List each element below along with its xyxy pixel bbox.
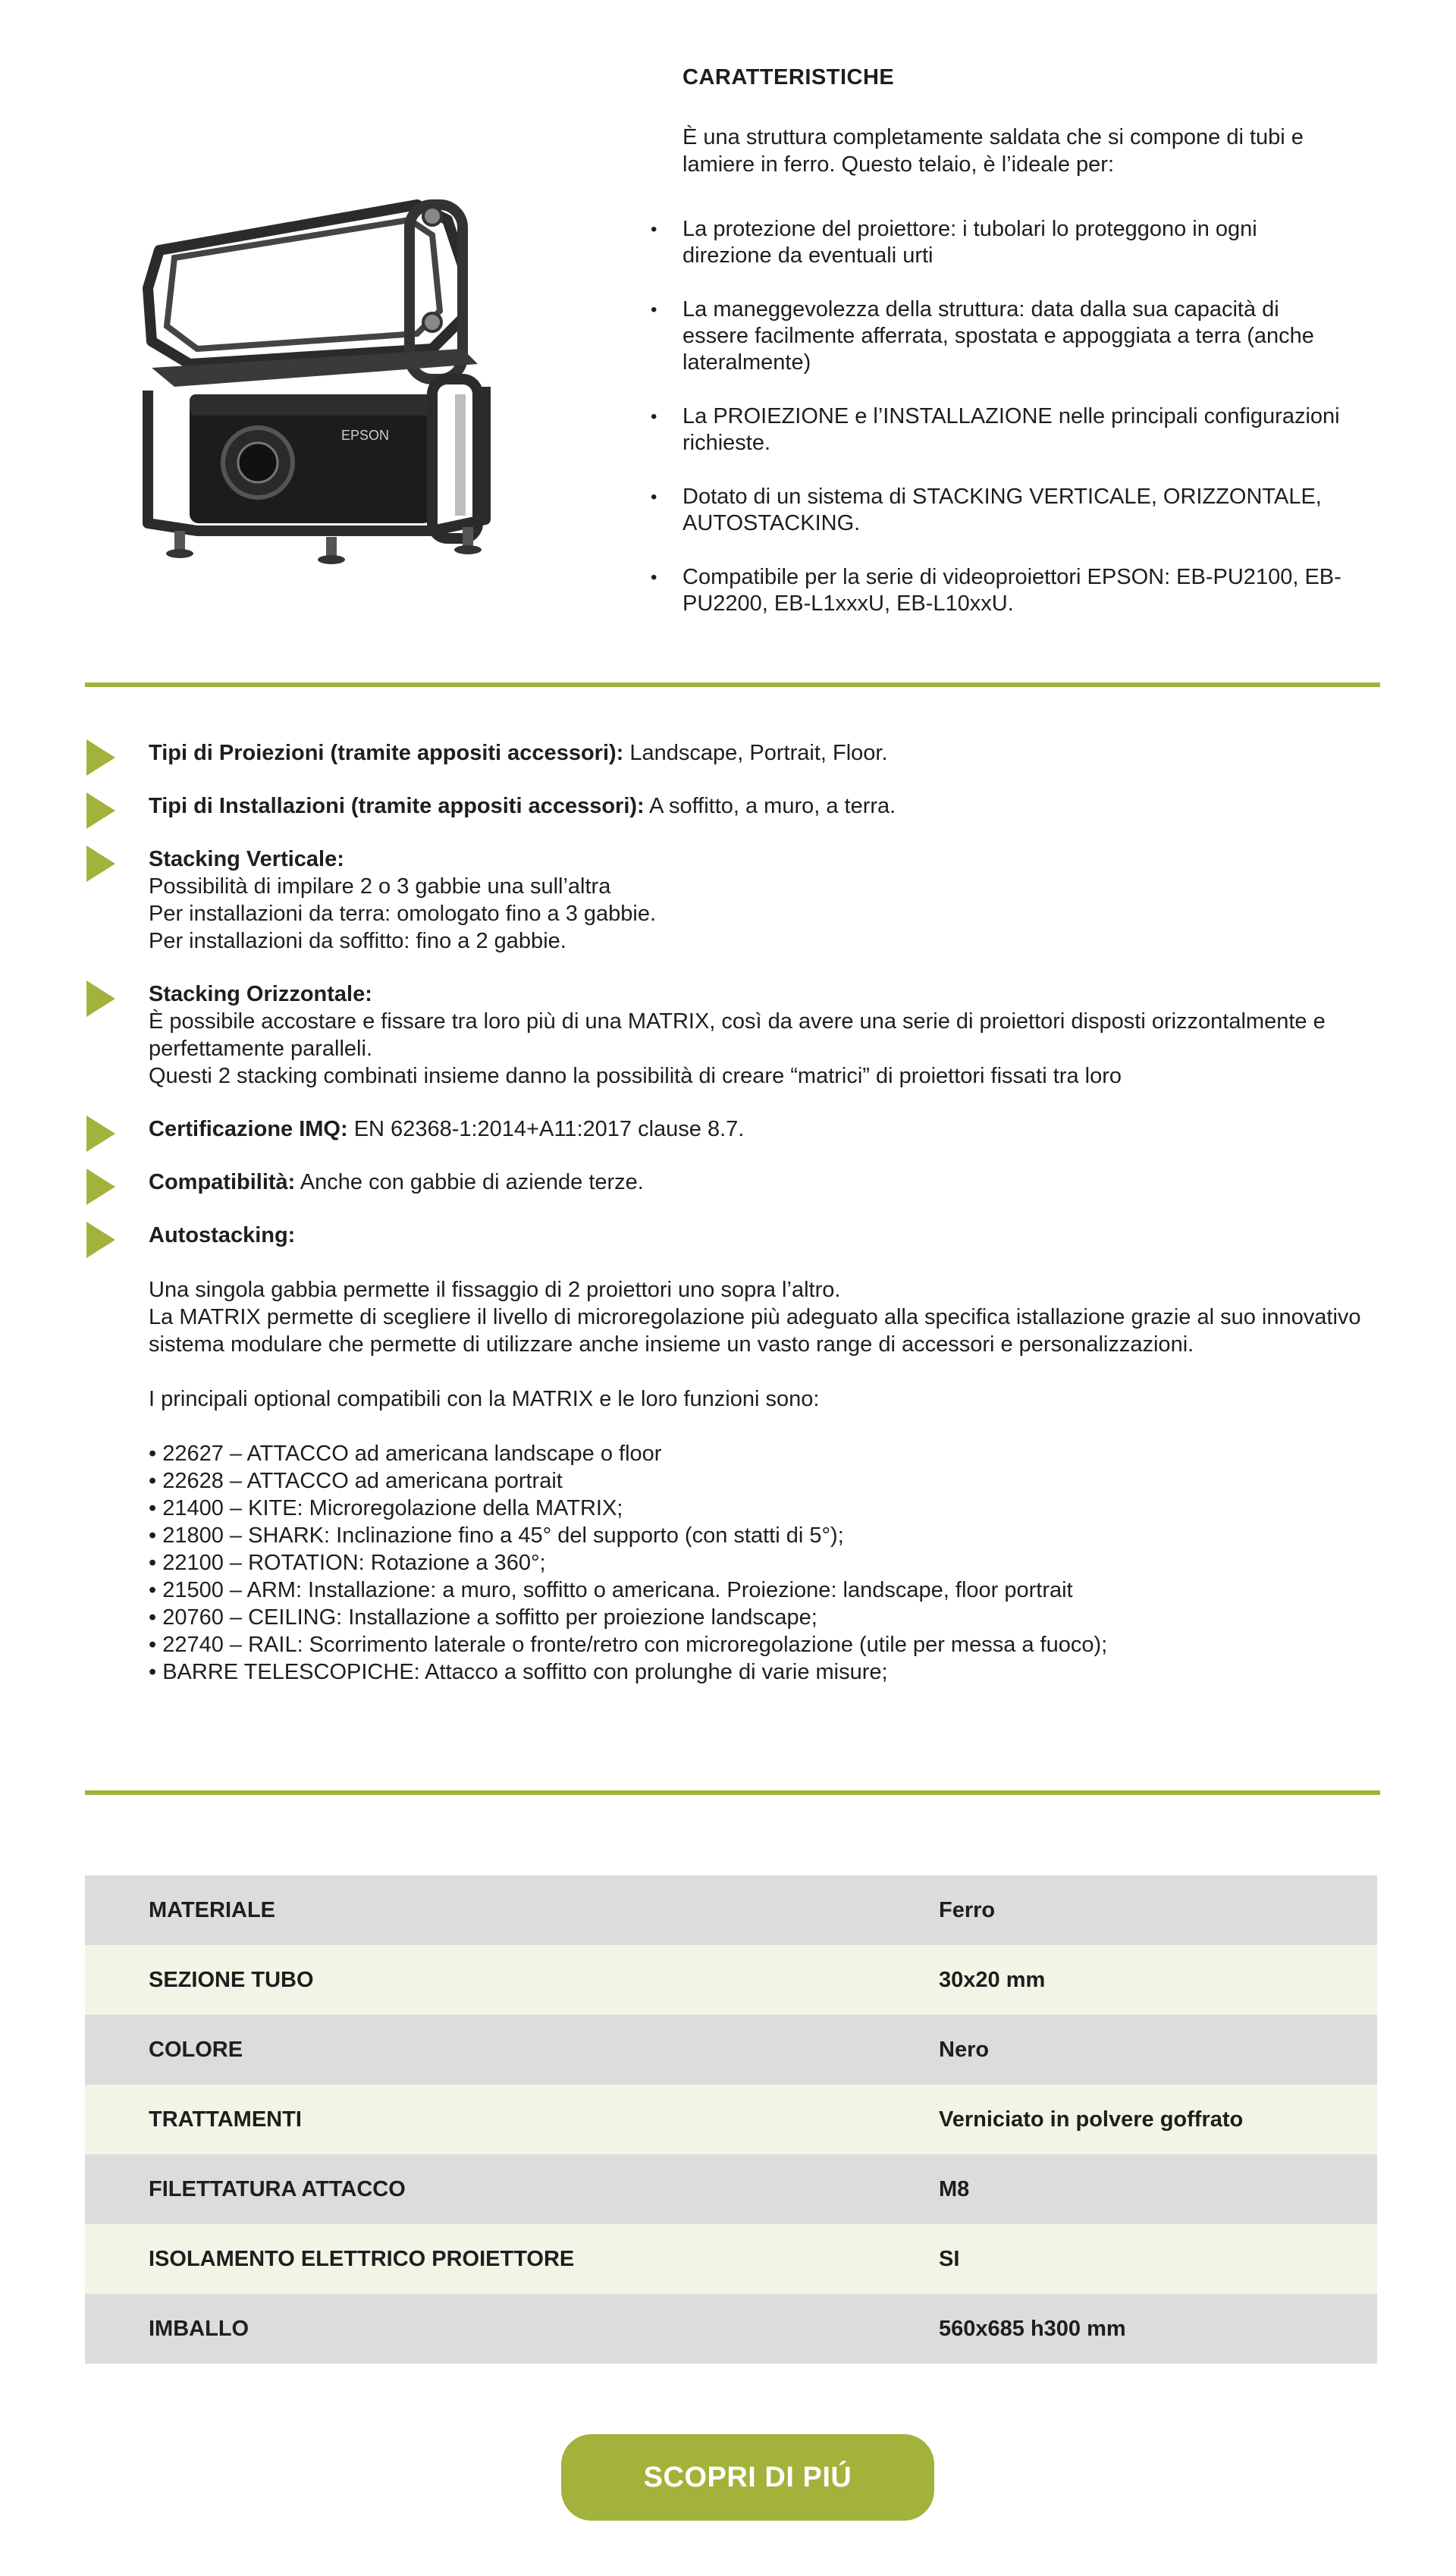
- section-divider: [85, 1790, 1380, 1795]
- projector-brand-label: EPSON: [341, 428, 390, 443]
- spec-table: [85, 1875, 1377, 2364]
- optionals-list: [149, 1440, 1374, 1686]
- optional-item: • 21500 – ARM: Installazione: a muro, soffitto o americana. Proiezione: landscape, floor portrait: [149, 1578, 1073, 1602]
- triangle-bullet-icon: [86, 1115, 115, 1152]
- detail-autostacking: Autostacking: Una singola gabbia permette il fissaggio di 2 proiettori uno sopra l’altro. La MATRIX permette di scegliere il livello di microregolazione più adeguato alla specifica istallazione grazie al suo innovativo sistema modulare che permette di utilizzare anche insieme un vasto range di accessori e personalizzazioni. I principali optional compatibili con la MATRIX e le loro funzioni sono: • 22627 – ATTACCO ad americana landscape o floor • 22628 – ATTACCO ad americana portrait • 21400 – KITE: Microregolazione della MATRIX; • 21800 – SHARK: Inclinazione fino a 45° del supporto (con statti di 5°); • 22100 – ROTATION: Rotazione a 360°; • 21500 – ARM: Installazione: a muro, soffitto o americana. Proiezione: landscape, floor portrait • 20760 – CEILING: Installazione a soffitto per proiezione landscape; • 22740 – RAIL: Scorrimento laterale o fronte/retro con microregolazione (utile per messa a fuoco); • BARRE TELESCOPICHE: Attacco a soffitto con prolunghe di varie misure;: [85, 1222, 1374, 1686]
- projector-cage-illustration: [129, 174, 561, 569]
- optional-item: • 22628 – ATTACCO ad americana portrait: [149, 1469, 563, 1493]
- optional-item: • 22627 – ATTACCO ad americana landscape o floor: [149, 1442, 662, 1466]
- optional-item: • 22100 – ROTATION: Rotazione a 360°;: [149, 1551, 546, 1575]
- triangle-bullet-icon: [86, 792, 115, 829]
- detail-installazioni: Tipi di Installazioni (tramite appositi accessori): A soffitto, a muro, a terra.: [85, 792, 1374, 820]
- details-section: [85, 739, 1374, 1686]
- table-row: MATERIALE Ferro: [85, 1875, 1377, 1945]
- table-row: ISOLAMENTO ELETTRICO PROIETTORE SI: [85, 2224, 1377, 2294]
- features-list: [651, 216, 1350, 617]
- table-row: IMBALLO 560x685 h300 mm: [85, 2294, 1377, 2364]
- bullet-icon: •: [651, 219, 657, 240]
- detail-proiezioni: Tipi di Proiezioni (tramite appositi accessori): Landscape, Portrait, Floor.: [85, 739, 1374, 767]
- triangle-bullet-icon: [86, 1222, 115, 1258]
- triangle-bullet-icon: [86, 981, 115, 1017]
- feature-item: • Dotato di un sistema di STACKING VERTICALE, ORIZZONTALE, AUTOSTACKING.: [651, 485, 1322, 535]
- feature-item: • La PROIEZIONE e l’INSTALLAZIONE nelle principali configurazioni richieste.: [651, 404, 1340, 455]
- triangle-bullet-icon: [86, 739, 115, 776]
- discover-more-button[interactable]: SCOPRI DI PIÚ: [561, 2434, 934, 2521]
- bullet-icon: •: [651, 567, 657, 588]
- triangle-bullet-icon: [86, 1169, 115, 1205]
- table-row: TRATTAMENTI Verniciato in polvere goffrato: [85, 2085, 1377, 2154]
- feature-item: • Compatibile per la serie di videoproiettori EPSON: EB-PU2100, EB-PU2200, EB-L1xxxU, EB-L10xxU.: [651, 565, 1341, 616]
- features-intro: È una struttura completamente saldata che si compone di tubi e lamiere in ferro. Questo telaio, è l’ideale per:: [682, 125, 1304, 177]
- features-section: [651, 65, 1350, 645]
- detail-stacking-orizzontale: Stacking Orizzontale: È possibile accostare e fissare tra loro più di una MATRIX, così da avere una serie di proiettori disposti orizzontalmente e perfettamente paralleli. Questi 2 stacking combinati insieme danno la possibilità di creare “matrici” di proiettori fissati tra loro: [85, 981, 1374, 1090]
- optional-item: • 21400 – KITE: Microregolazione della MATRIX;: [149, 1496, 623, 1520]
- features-title: CARATTERISTICHE: [682, 65, 895, 89]
- optional-item: • 21800 – SHARK: Inclinazione fino a 45° del supporto (con statti di 5°);: [149, 1523, 844, 1548]
- bullet-icon: •: [651, 487, 657, 507]
- detail-stacking-verticale: Stacking Verticale: Possibilità di impilare 2 o 3 gabbie una sull’altra Per installazioni da terra: omologato fino a 3 gabbie. Per installazioni da soffitto: fino a 2 gabbie.: [85, 846, 1374, 955]
- detail-compatibilita: Compatibilità: Anche con gabbie di aziende terze.: [85, 1169, 1374, 1196]
- product-image: [129, 174, 561, 569]
- feature-item: • La maneggevolezza della struttura: data dalla sua capacità di essere facilmente afferrata, spostata e appoggiata a terra (anche lateralmente): [651, 297, 1314, 375]
- bullet-icon: •: [651, 300, 657, 320]
- table-row: SEZIONE TUBO 30x20 mm: [85, 1945, 1377, 2015]
- section-divider: [85, 682, 1380, 687]
- table-row: FILETTATURA ATTACCO M8: [85, 2154, 1377, 2224]
- optional-item: • BARRE TELESCOPICHE: Attacco a soffitto con prolunghe di varie misure;: [149, 1660, 888, 1684]
- triangle-bullet-icon: [86, 846, 115, 882]
- optional-item: • 22740 – RAIL: Scorrimento laterale o fronte/retro con microregolazione (utile per messa a fuoco);: [149, 1633, 1108, 1657]
- table-row: COLORE Nero: [85, 2015, 1377, 2085]
- bullet-icon: •: [651, 406, 657, 427]
- feature-item: • La protezione del proiettore: i tubolari lo proteggono in ogni direzione da eventuali urti: [651, 217, 1257, 268]
- detail-certificazione: Certificazione IMQ: EN 62368-1:2014+A11:2017 clause 8.7.: [85, 1115, 1374, 1143]
- optional-item: • 20760 – CEILING: Installazione a soffitto per proiezione landscape;: [149, 1605, 817, 1630]
